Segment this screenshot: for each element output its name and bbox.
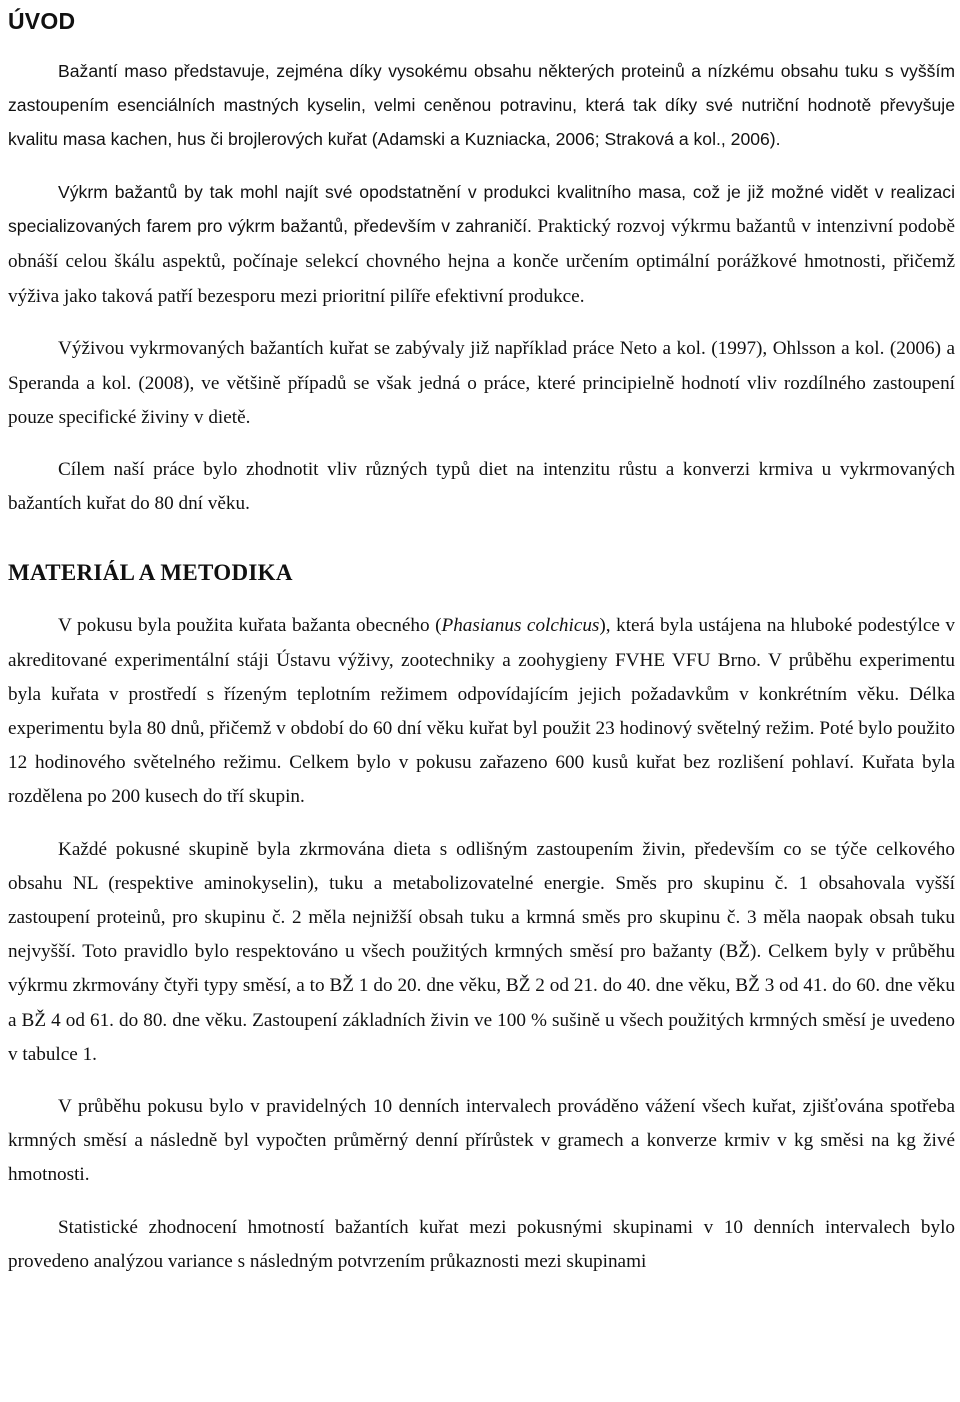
paragraph-method-1-start: V pokusu byla použita kuřata bažanta obecného ( bbox=[58, 615, 442, 637]
section-heading-metodika: MATERIÁL A METODIKA bbox=[8, 560, 293, 586]
paragraph-intro-1: Bažantí maso představuje, zejména díky vysokému obsahu některých proteinů a nízkému obsahu tuku s vyšším zastoupením esenciálních mastných kyselin, velmi ceněnou potravinu, která tak díky své nutriční hodnotě převyšuje kvalitu masa kachen, hus či brojlerových kuřat (Adamski a Kuzniacka, 2006; Straková a kol., 2006). bbox=[8, 61, 955, 150]
metodika-body bbox=[8, 609, 955, 1279]
paragraph-intro-2 bbox=[8, 175, 955, 315]
uvod-body bbox=[8, 54, 955, 521]
section-heading-uvod: ÚVOD bbox=[8, 8, 76, 34]
paragraph-intro-4: Cílem naší práce bylo zhodnotit vliv různých typů diet na intenzitu růstu a konverzi krmiva u vykrmovaných bažantích kuřat do 80 dní věku. bbox=[8, 459, 955, 515]
paragraph-intro-2a: Výkrm bažantů by tak mohl najít své opodstatnění v produkci kvalitního masa, což je již možné vidět v realizaci specializovaných farem pro výkrm bažantů, především v zahraničí. bbox=[8, 181, 955, 236]
paragraph-method-2: Každé pokusné skupině byla zkrmována dieta s odlišným zastoupením živin, především co se týče celkového obsahu NL (respektive aminokyselin), tuku a metabolizovatelné energie. Směs pro skupinu č. 1 obsahovala vyšší zastoupení proteinů, pro skupinu č. 2 měla nejnižší obsah tuku a krmná směs pro skupinu č. 3 měla naopak obsah tuku nejvyšší. Toto pravidlo bylo respektováno u všech použitých krmných směsí pro bažanty (BŽ). Celkem byly v průběhu výkrmu zkrmovány čtyři typy směsí, a to BŽ 1 do 20. dne věku, BŽ 2 od 21. do 40. dne věku, BŽ 3 od 41. do 60. dne věku a BŽ 4 od 61. do 80. dne věku. Zastoupení základních živin ve 100 % sušině u všech použitých krmných směsí je uvedeno v tabulce 1. bbox=[8, 838, 955, 1065]
document-page bbox=[8, 0, 955, 1279]
paragraph-method-3: V průběhu pokusu bylo v pravidelných 10 denních intervalech prováděno vážení všech kuřat, zjišťována spotřeba krmných směsí a následně byl vypočten průměrný denní přírůstek v gramech a konverze krmiv v kg směsi na kg živé hmotnosti. bbox=[8, 1096, 955, 1186]
paragraph-method-1 bbox=[8, 609, 955, 814]
paragraph-method-1-end: ), která byla ustájena na hluboké podestýlce v akreditované experimentální stáji Ústavu výživy, zootechniky a zoohygieny FVHE VFU Brno. V průběhu experimentu byla kuřata v prostředí s řízeným teplotním režimem odpovídajícím jejich požadavkům v konkrétním věku. Délka experimentu byla 80 dnů, přičemž v období do 60 dní věku kuřat byl použit 23 hodinový světelný režim. Poté bylo použito 12 hodinového světelného režimu. Celkem bylo v pokusu zařazeno 600 kusů kuřat bez rozlišení pohlaví. Kuřata byla rozdělena po 200 kusech do tří skupin. bbox=[8, 615, 955, 808]
species-name: Phasianus colchicus bbox=[441, 615, 600, 637]
paragraph-intro-3: Výživou vykrmovaných bažantích kuřat se zabývaly již například práce Neto a kol. (1997), Ohlsson a kol. (2006) a Speranda a kol. (2008), ve většině případů se však jedná o práce, které principielně hodnotí vliv rozdílného zastoupení pouze specifické živiny v dietě. bbox=[8, 338, 955, 428]
paragraph-intro-2b: Praktický rozvoj výkrmu bažantů v intenzivní podobě obnáší celou škálu aspektů, počínaje selekcí chovného hejna a konče určením optimální porážkové hmotnosti, přičemž výživa jako taková patří bezesporu mezi prioritní pilíře efektivní produkce. bbox=[8, 215, 955, 308]
paragraph-method-4: Statistické zhodnocení hmotností bažantích kuřat mezi pokusnými skupinami v 10 denních intervalech bylo provedeno analýzou variance s následným potvrzením průkaznosti mezi skupinami bbox=[8, 1216, 955, 1272]
